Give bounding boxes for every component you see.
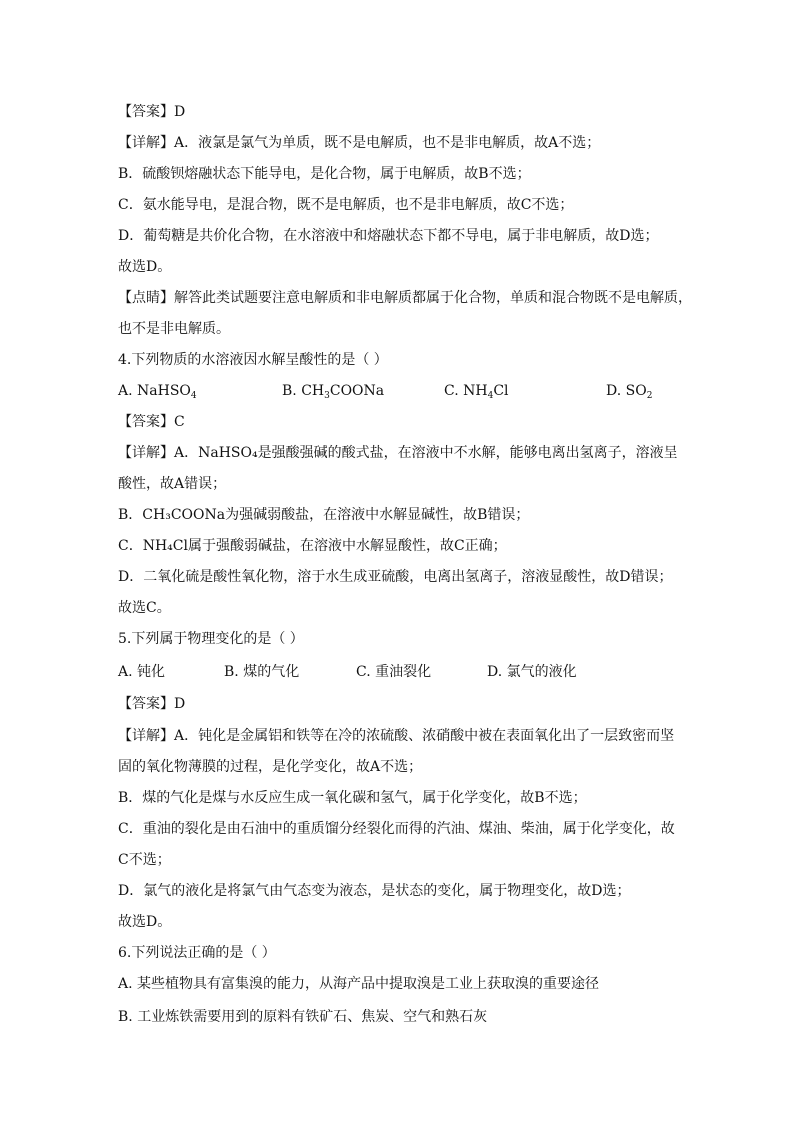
detail-paragraph: D．二氧化硫是酸性氧化物，溶于水生成亚硫酸，电离出氢离子，溶液显酸性，故D错误； (118, 569, 673, 585)
answer-label: 【答案】D (118, 104, 186, 120)
answer-label: 【答案】D (118, 696, 186, 712)
q4-option-d: D. $SO_2$ (606, 383, 653, 401)
q4-option-c: C. $NH_4Cl$ (444, 383, 509, 401)
conclusion-text: 故选D。 (118, 914, 172, 930)
detail-paragraph: C．重油的裂化是由石油中的重质馏分经裂化而得的汽油、煤油、柴油，属于化学变化，故 (118, 821, 675, 837)
question-text: 5.下列属于物理变化的是（ ） (118, 631, 304, 647)
tip-paragraph: 【点睛】解答此类试题要注意电解质和非电解质都属于化合物，单质和混合物既不是电解质， (118, 290, 692, 306)
detail-paragraph: D．葡萄糖是共价化合物，在水溶液中和熔融状态下都不导电，属于非电解质，故D选； (118, 228, 659, 244)
detail-paragraph: D．氯气的液化是将氯气由气态变为液态，是状态的变化，属于物理变化，故D选； (118, 883, 631, 899)
detail-paragraph: 【详解】A．钝化是金属铝和铁等在冷的浓硫酸、浓硝酸中被在表面氧化出了一层致密而坚 (118, 728, 675, 744)
detail-paragraph: B．CH₃COONa为强碱弱酸盐，在溶液中水解显碱性，故B错误； (118, 507, 530, 523)
detail-paragraph: 【详解】A．NaHSO₄是强酸强碱的酸式盐，在溶液中不水解，能够电离出氢离子，溶液呈 (118, 445, 678, 461)
q4-option-b: B. $CH_3COONa$ (282, 383, 385, 401)
q6-option-a: A. 某些植物具有富集溴的能力，从海产品中提取溴是工业上获取溴的重要途径 (118, 976, 600, 992)
detail-paragraph: 固的氧化物薄膜的过程，是化学变化，故A不选； (118, 759, 423, 775)
q5-option-a: A. 钝化 (118, 664, 166, 680)
answer-label: 【答案】C (118, 414, 185, 430)
conclusion-text: 故选C。 (118, 600, 171, 616)
q5-option-d: D. 氯气的液化 (487, 664, 577, 680)
detail-paragraph: 【详解】A．液氯是氯气为单质，既不是电解质，也不是非电解质，故A不选； (118, 135, 601, 151)
q6-option-b: B. 工业炼铁需要用到的原料有铁矿石、焦炭、空气和熟石灰 (118, 1009, 488, 1025)
detail-paragraph: C．氨水能导电，是混合物，既不是电解质，也不是非电解质，故C不选； (118, 197, 574, 213)
detail-paragraph: C不选； (118, 852, 171, 868)
detail-paragraph: B．煤的气化是煤与水反应生成一氧化碳和氢气，属于化学变化，故B不选； (118, 790, 587, 806)
tip-paragraph: 也不是非电解质。 (118, 321, 230, 337)
q4-option-a: A. NaHSO$_4$ (118, 383, 197, 401)
conclusion-text: 故选D。 (118, 259, 172, 275)
question-text: 6.下列说法正确的是（ ） (118, 945, 276, 961)
detail-paragraph: C．NH₄Cl属于强酸弱碱盐，在溶液中水解显酸性，故C正确； (118, 538, 507, 554)
q5-option-b: B. 煤的气化 (224, 664, 300, 680)
question-text: 4.下列物质的水溶液因水解呈酸性的是（ ） (118, 352, 388, 368)
q5-option-c: C. 重油裂化 (356, 664, 432, 680)
detail-paragraph: 酸性，故A错误； (118, 476, 227, 492)
detail-paragraph: B．硫酸钡熔融状态下能导电，是化合物，属于电解质，故B不选； (118, 166, 531, 182)
